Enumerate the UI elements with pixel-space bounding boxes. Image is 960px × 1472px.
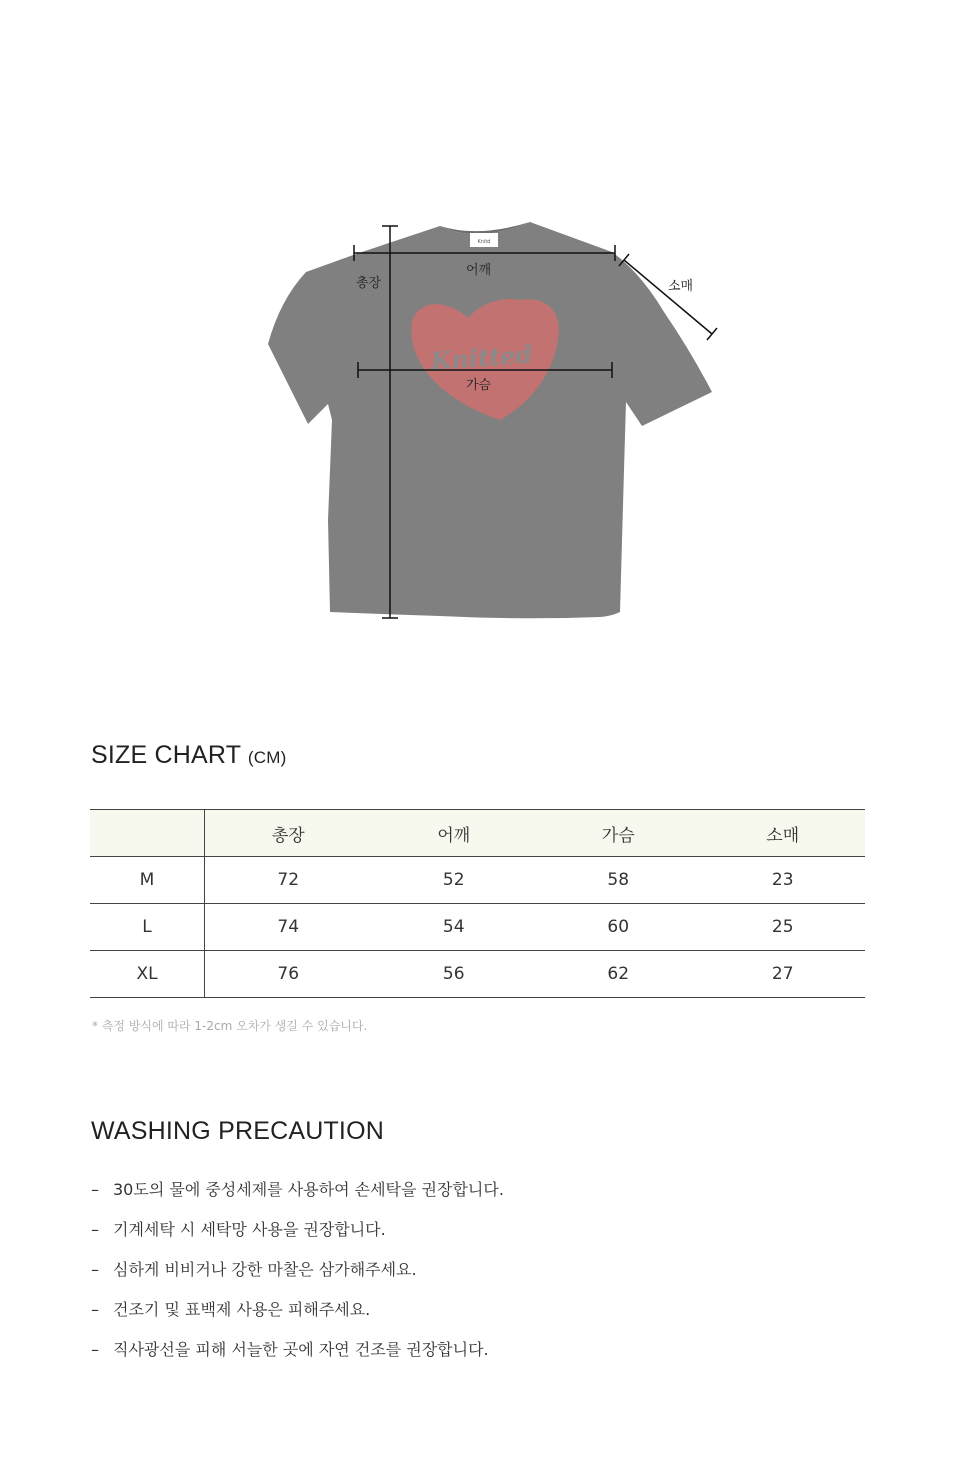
cell-shoulder: 54 — [372, 904, 536, 951]
list-dash: – — [91, 1180, 99, 1199]
label-total-length: 총장 — [356, 276, 382, 291]
neck-label-logo: Knitd — [477, 239, 491, 245]
cell-chest: 60 — [536, 904, 700, 951]
cell-shoulder: 56 — [372, 951, 536, 998]
washing-title: WASHING PRECAUTION — [91, 1117, 384, 1145]
table-row — [90, 951, 865, 998]
table-row — [90, 904, 865, 951]
cell-sleeve: 25 — [700, 904, 865, 951]
table-row — [90, 857, 865, 904]
header-sleeve: 소매 — [700, 810, 865, 857]
cell-sleeve: 23 — [700, 857, 865, 904]
header-size — [90, 810, 205, 857]
size-chart-title-text: SIZE CHART — [91, 741, 241, 769]
list-item-text: 기계세탁 시 세탁망 사용을 권장합니다. — [113, 1220, 386, 1239]
header-chest: 가슴 — [536, 810, 700, 857]
cell-chest: 62 — [536, 951, 700, 998]
header-shoulder: 어깨 — [372, 810, 536, 857]
list-item-text: 심하게 비비거나 강한 마찰은 삼가해주세요. — [113, 1260, 417, 1279]
size-chart-title — [91, 741, 286, 770]
list-item — [91, 1338, 504, 1378]
table-header-row — [90, 810, 865, 857]
size-chart-table — [90, 809, 865, 998]
cell-sleeve: 27 — [700, 951, 865, 998]
cell-size: L — [90, 904, 205, 951]
list-item — [91, 1178, 504, 1218]
tshirt-measurement-diagram — [0, 0, 960, 680]
cell-total-length: 74 — [205, 904, 372, 951]
list-item — [91, 1258, 504, 1298]
list-item-text: 30도의 물에 중성세제를 사용하여 손세탁을 권장합니다. — [113, 1180, 504, 1199]
list-item — [91, 1218, 504, 1258]
cell-size: M — [90, 857, 205, 904]
cell-total-length: 72 — [205, 857, 372, 904]
measurement-note: * 측정 방식에 따라 1-2cm 오차가 생길 수 있습니다. — [92, 1019, 368, 1033]
cell-chest: 58 — [536, 857, 700, 904]
label-sleeve: 소매 — [668, 279, 694, 294]
washing-list — [91, 1178, 504, 1378]
list-dash: – — [91, 1220, 99, 1239]
cell-total-length: 76 — [205, 951, 372, 998]
list-item-text: 직사광선을 피해 서늘한 곳에 자연 건조를 권장합니다. — [113, 1340, 489, 1359]
tshirt-illustration — [268, 222, 712, 618]
label-shoulder: 어깨 — [466, 263, 492, 278]
list-dash: – — [91, 1340, 99, 1359]
header-total-length: 총장 — [205, 810, 372, 857]
list-item — [91, 1298, 504, 1338]
heart-graphic-script: Knitted — [429, 339, 534, 376]
list-item-text: 건조기 및 표백제 사용은 피해주세요. — [113, 1300, 371, 1319]
cell-shoulder: 52 — [372, 857, 536, 904]
size-chart-unit: (CM) — [247, 748, 287, 767]
list-dash: – — [91, 1260, 99, 1279]
label-chest: 가슴 — [466, 378, 492, 393]
cell-size: XL — [90, 951, 205, 998]
list-dash: – — [91, 1300, 99, 1319]
